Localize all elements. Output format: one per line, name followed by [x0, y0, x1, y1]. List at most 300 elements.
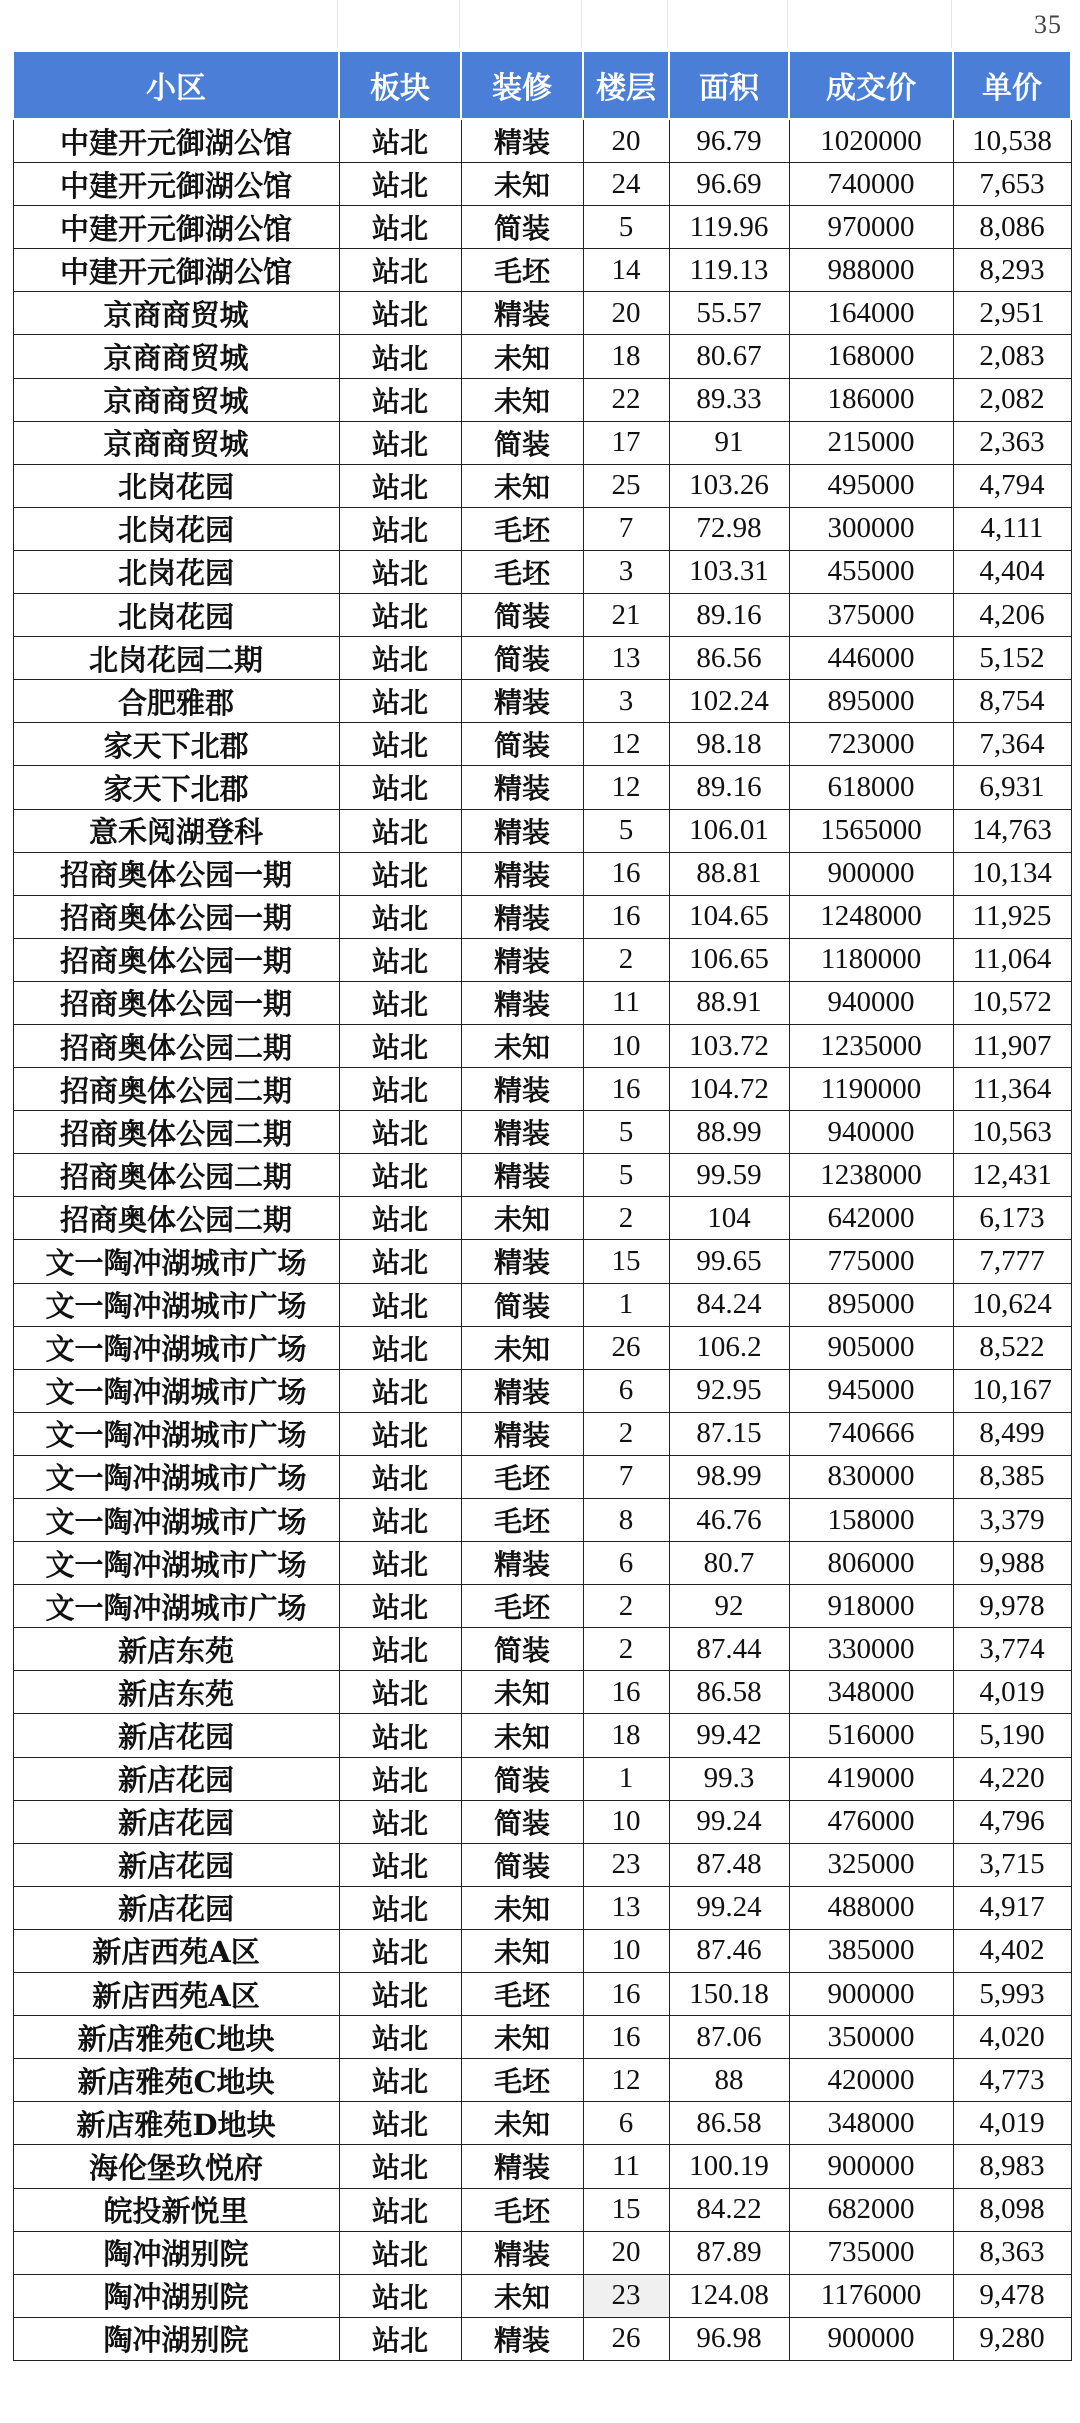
- cell-area: 103.72: [669, 1024, 789, 1067]
- cell-area: 86.56: [669, 637, 789, 680]
- cell-district: 站北: [339, 2102, 461, 2145]
- table-row: [13, 378, 1071, 421]
- cell-district: 站北: [339, 1886, 461, 1929]
- cell-floor: 13: [583, 1886, 669, 1929]
- cell-community: 北岗花园: [13, 464, 339, 507]
- cell-floor: 26: [583, 1326, 669, 1369]
- cell-floor: 20: [583, 2231, 669, 2274]
- cell-unit-price: 2,951: [953, 292, 1071, 335]
- cell-decoration: 未知: [461, 1886, 583, 1929]
- cell-area: 106.65: [669, 938, 789, 981]
- cell-area: 96.79: [669, 119, 789, 163]
- cell-community: 皖投新悦里: [13, 2188, 339, 2231]
- cell-unit-price: 4,206: [953, 594, 1071, 637]
- cell-unit-price: 4,404: [953, 550, 1071, 593]
- cell-decoration: 简装: [461, 1628, 583, 1671]
- cell-area: 98.99: [669, 1455, 789, 1498]
- cell-district: 站北: [339, 550, 461, 593]
- cell-district: 站北: [339, 1283, 461, 1326]
- cell-unit-price: 11,064: [953, 938, 1071, 981]
- cell-floor: 3: [583, 680, 669, 723]
- cell-floor: 17: [583, 421, 669, 464]
- cell-decoration: 简装: [461, 206, 583, 249]
- cell-area: 46.76: [669, 1499, 789, 1542]
- cell-area: 99.42: [669, 1714, 789, 1757]
- cell-district: 站北: [339, 2231, 461, 2274]
- cell-unit-price: 4,402: [953, 1929, 1071, 1972]
- cell-district: 站北: [339, 1455, 461, 1498]
- cell-community: 招商奥体公园一期: [13, 938, 339, 981]
- cell-floor: 2: [583, 938, 669, 981]
- cell-deal-price: 446000: [789, 637, 953, 680]
- cell-unit-price: 4,111: [953, 507, 1071, 550]
- cell-district: 站北: [339, 1369, 461, 1412]
- cell-unit-price: 12,431: [953, 1154, 1071, 1197]
- cell-deal-price: 419000: [789, 1757, 953, 1800]
- table-row: [13, 119, 1071, 163]
- cell-deal-price: 900000: [789, 852, 953, 895]
- cell-deal-price: 168000: [789, 335, 953, 378]
- cell-deal-price: 682000: [789, 2188, 953, 2231]
- cell-unit-price: 2,082: [953, 378, 1071, 421]
- cell-community: 新店西苑A区: [13, 1973, 339, 2016]
- cell-deal-price: 1238000: [789, 1154, 953, 1197]
- cell-community: 意禾阅湖登科: [13, 809, 339, 852]
- cell-district: 站北: [339, 1197, 461, 1240]
- table-row: [13, 1197, 1071, 1240]
- table-row: [13, 1240, 1071, 1283]
- cell-area: 99.24: [669, 1800, 789, 1843]
- cell-floor: 2: [583, 1412, 669, 1455]
- cell-district: 站北: [339, 1024, 461, 1067]
- cell-area: 80.7: [669, 1542, 789, 1585]
- cell-district: 站北: [339, 1973, 461, 2016]
- cell-decoration: 未知: [461, 1024, 583, 1067]
- cell-decoration: 简装: [461, 421, 583, 464]
- cell-community: 新店雅苑C地块: [13, 2059, 339, 2102]
- table-row: [13, 249, 1071, 292]
- cell-floor: 5: [583, 206, 669, 249]
- cell-unit-price: 11,907: [953, 1024, 1071, 1067]
- header-area: 面积: [669, 51, 789, 119]
- cell-area: 103.26: [669, 464, 789, 507]
- cell-community: 陶冲湖别院: [13, 2274, 339, 2317]
- cell-area: 103.31: [669, 550, 789, 593]
- cell-decoration: 精装: [461, 1111, 583, 1154]
- cell-decoration: 精装: [461, 1369, 583, 1412]
- cell-district: 站北: [339, 2145, 461, 2188]
- cell-community: 海伦堡玖悦府: [13, 2145, 339, 2188]
- table-row: [13, 2059, 1071, 2102]
- cell-decoration: 毛坯: [461, 507, 583, 550]
- cell-decoration: 简装: [461, 1757, 583, 1800]
- cell-community: 新店花园: [13, 1800, 339, 1843]
- cell-area: 92: [669, 1585, 789, 1628]
- cell-deal-price: 900000: [789, 1973, 953, 2016]
- cell-floor: 16: [583, 1671, 669, 1714]
- header-deal-price: 成交价: [789, 51, 953, 119]
- cell-decoration: 未知: [461, 335, 583, 378]
- cell-deal-price: 420000: [789, 2059, 953, 2102]
- header-decoration: 装修: [461, 51, 583, 119]
- transaction-table-container: [12, 50, 1070, 2361]
- cell-area: 100.19: [669, 2145, 789, 2188]
- cell-area: 87.89: [669, 2231, 789, 2274]
- cell-area: 87.15: [669, 1412, 789, 1455]
- table-row: [13, 1585, 1071, 1628]
- cell-floor: 10: [583, 1024, 669, 1067]
- cell-area: 92.95: [669, 1369, 789, 1412]
- cell-community: 文一陶冲湖城市广场: [13, 1412, 339, 1455]
- cell-deal-price: 1190000: [789, 1068, 953, 1111]
- cell-decoration: 精装: [461, 938, 583, 981]
- cell-unit-price: 8,363: [953, 2231, 1071, 2274]
- table-row: [13, 550, 1071, 593]
- cell-community: 招商奥体公园一期: [13, 852, 339, 895]
- cell-decoration: 毛坯: [461, 1455, 583, 1498]
- table-row: [13, 421, 1071, 464]
- cell-decoration: 毛坯: [461, 2059, 583, 2102]
- cell-deal-price: 1176000: [789, 2274, 953, 2317]
- cell-decoration: 精装: [461, 895, 583, 938]
- cell-deal-price: 1180000: [789, 938, 953, 981]
- cell-district: 站北: [339, 680, 461, 723]
- header-row: [13, 51, 1071, 119]
- cell-floor: 6: [583, 1542, 669, 1585]
- cell-floor: 25: [583, 464, 669, 507]
- cell-decoration: 未知: [461, 2016, 583, 2059]
- cell-deal-price: 905000: [789, 1326, 953, 1369]
- cell-unit-price: 6,931: [953, 766, 1071, 809]
- cell-area: 119.13: [669, 249, 789, 292]
- cell-community: 北岗花园: [13, 550, 339, 593]
- table-body: [13, 119, 1071, 2360]
- cell-deal-price: 348000: [789, 1671, 953, 1714]
- table-row: [13, 507, 1071, 550]
- cell-deal-price: 164000: [789, 292, 953, 335]
- cell-decoration: 精装: [461, 766, 583, 809]
- cell-community: 家天下北郡: [13, 723, 339, 766]
- cell-community: 招商奥体公园二期: [13, 1068, 339, 1111]
- cell-district: 站北: [339, 1757, 461, 1800]
- table-row: [13, 723, 1071, 766]
- cell-community: 招商奥体公园二期: [13, 1154, 339, 1197]
- cell-unit-price: 10,134: [953, 852, 1071, 895]
- cell-floor: 16: [583, 1973, 669, 2016]
- cell-deal-price: 215000: [789, 421, 953, 464]
- cell-area: 86.58: [669, 1671, 789, 1714]
- cell-unit-price: 4,020: [953, 2016, 1071, 2059]
- cell-district: 站北: [339, 1154, 461, 1197]
- cell-community: 家天下北郡: [13, 766, 339, 809]
- cell-area: 104.65: [669, 895, 789, 938]
- cell-floor: 1: [583, 1283, 669, 1326]
- cell-floor: 7: [583, 507, 669, 550]
- cell-area: 89.16: [669, 594, 789, 637]
- cell-deal-price: 940000: [789, 1111, 953, 1154]
- cell-unit-price: 9,978: [953, 1585, 1071, 1628]
- cell-unit-price: 5,152: [953, 637, 1071, 680]
- cell-decoration: 简装: [461, 1800, 583, 1843]
- cell-district: 站北: [339, 1240, 461, 1283]
- cell-district: 站北: [339, 637, 461, 680]
- cell-deal-price: 516000: [789, 1714, 953, 1757]
- cell-district: 站北: [339, 1714, 461, 1757]
- cell-community: 文一陶冲湖城市广场: [13, 1455, 339, 1498]
- cell-deal-price: 455000: [789, 550, 953, 593]
- table-row: [13, 2145, 1071, 2188]
- cell-unit-price: 4,794: [953, 464, 1071, 507]
- cell-community: 文一陶冲湖城市广场: [13, 1240, 339, 1283]
- cell-deal-price: 158000: [789, 1499, 953, 1542]
- cell-floor: 13: [583, 637, 669, 680]
- cell-unit-price: 9,478: [953, 2274, 1071, 2317]
- table-row: [13, 1886, 1071, 1929]
- cell-decoration: 毛坯: [461, 1973, 583, 2016]
- cell-district: 站北: [339, 2188, 461, 2231]
- table-row: [13, 335, 1071, 378]
- table-row: [13, 464, 1071, 507]
- cell-floor: 11: [583, 2145, 669, 2188]
- cell-deal-price: 642000: [789, 1197, 953, 1240]
- cell-area: 88: [669, 2059, 789, 2102]
- cell-district: 站北: [339, 1929, 461, 1972]
- cell-floor: 18: [583, 1714, 669, 1757]
- cell-deal-price: 618000: [789, 766, 953, 809]
- cell-community: 招商奥体公园二期: [13, 1197, 339, 1240]
- cell-floor: 15: [583, 2188, 669, 2231]
- cell-community: 招商奥体公园一期: [13, 981, 339, 1024]
- cell-district: 站北: [339, 1499, 461, 1542]
- cell-district: 站北: [339, 809, 461, 852]
- cell-decoration: 未知: [461, 1714, 583, 1757]
- cell-community: 招商奥体公园一期: [13, 895, 339, 938]
- cell-decoration: 未知: [461, 1929, 583, 1972]
- cell-floor: 15: [583, 1240, 669, 1283]
- table-row: [13, 1800, 1071, 1843]
- cell-district: 站北: [339, 938, 461, 981]
- cell-unit-price: 8,086: [953, 206, 1071, 249]
- cell-area: 87.06: [669, 2016, 789, 2059]
- cell-floor: 14: [583, 249, 669, 292]
- cell-district: 站北: [339, 2274, 461, 2317]
- cell-decoration: 毛坯: [461, 2188, 583, 2231]
- cell-deal-price: 375000: [789, 594, 953, 637]
- cell-area: 106.2: [669, 1326, 789, 1369]
- cell-unit-price: 5,190: [953, 1714, 1071, 1757]
- cell-district: 站北: [339, 119, 461, 163]
- cell-unit-price: 10,563: [953, 1111, 1071, 1154]
- cell-area: 150.18: [669, 1973, 789, 2016]
- cell-community: 文一陶冲湖城市广场: [13, 1283, 339, 1326]
- table-row: [13, 938, 1071, 981]
- cell-decoration: 未知: [461, 464, 583, 507]
- cell-decoration: 精装: [461, 1240, 583, 1283]
- cell-community: 陶冲湖别院: [13, 2231, 339, 2274]
- table-row: [13, 2188, 1071, 2231]
- cell-district: 站北: [339, 1111, 461, 1154]
- cell-district: 站北: [339, 378, 461, 421]
- cell-area: 87.44: [669, 1628, 789, 1671]
- cell-deal-price: 830000: [789, 1455, 953, 1498]
- cell-floor: 20: [583, 292, 669, 335]
- cell-floor: 21: [583, 594, 669, 637]
- cell-unit-price: 8,983: [953, 2145, 1071, 2188]
- cell-decoration: 精装: [461, 809, 583, 852]
- table-row: [13, 1326, 1071, 1369]
- table-row: [13, 1024, 1071, 1067]
- cell-community: 文一陶冲湖城市广场: [13, 1369, 339, 1412]
- cell-area: 88.99: [669, 1111, 789, 1154]
- table-row: [13, 1283, 1071, 1326]
- cell-district: 站北: [339, 1671, 461, 1714]
- cell-floor: 22: [583, 378, 669, 421]
- cell-unit-price: 9,988: [953, 1542, 1071, 1585]
- cell-community: 招商奥体公园二期: [13, 1024, 339, 1067]
- cell-deal-price: 806000: [789, 1542, 953, 1585]
- cell-deal-price: 900000: [789, 2145, 953, 2188]
- cell-unit-price: 3,379: [953, 1499, 1071, 1542]
- cell-community: 北岗花园: [13, 594, 339, 637]
- table-row: [13, 1369, 1071, 1412]
- cell-community: 新店花园: [13, 1843, 339, 1886]
- cell-decoration: 简装: [461, 594, 583, 637]
- cell-deal-price: 988000: [789, 249, 953, 292]
- cell-decoration: 未知: [461, 378, 583, 421]
- header-unit-price: 单价: [953, 51, 1071, 119]
- cell-deal-price: 918000: [789, 1585, 953, 1628]
- table-header: [13, 51, 1071, 119]
- cell-area: 84.22: [669, 2188, 789, 2231]
- cell-floor: 12: [583, 2059, 669, 2102]
- cell-decoration: 毛坯: [461, 550, 583, 593]
- cell-community: 中建开元御湖公馆: [13, 249, 339, 292]
- cell-district: 站北: [339, 852, 461, 895]
- cell-area: 104: [669, 1197, 789, 1240]
- cell-community: 北岗花园: [13, 507, 339, 550]
- cell-district: 站北: [339, 163, 461, 206]
- cell-floor: 10: [583, 1800, 669, 1843]
- table-row: [13, 766, 1071, 809]
- cell-district: 站北: [339, 292, 461, 335]
- table-row: [13, 637, 1071, 680]
- cell-deal-price: 940000: [789, 981, 953, 1024]
- table-row: [13, 292, 1071, 335]
- cell-floor: 12: [583, 766, 669, 809]
- cell-floor: 18: [583, 335, 669, 378]
- cell-community: 新店东苑: [13, 1628, 339, 1671]
- cell-floor: 7: [583, 1455, 669, 1498]
- cell-deal-price: 495000: [789, 464, 953, 507]
- cell-unit-price: 4,917: [953, 1886, 1071, 1929]
- table-row: [13, 163, 1071, 206]
- cell-decoration: 未知: [461, 1671, 583, 1714]
- cell-area: 89.16: [669, 766, 789, 809]
- cell-area: 89.33: [669, 378, 789, 421]
- cell-district: 站北: [339, 1585, 461, 1628]
- cell-decoration: 毛坯: [461, 1499, 583, 1542]
- table-row: [13, 1671, 1071, 1714]
- cell-deal-price: 348000: [789, 2102, 953, 2145]
- cell-district: 站北: [339, 464, 461, 507]
- cell-floor: 3: [583, 550, 669, 593]
- cell-area: 99.65: [669, 1240, 789, 1283]
- cell-decoration: 精装: [461, 2145, 583, 2188]
- cell-deal-price: 300000: [789, 507, 953, 550]
- cell-decoration: 精装: [461, 1154, 583, 1197]
- cell-area: 99.59: [669, 1154, 789, 1197]
- cell-community: 京商商贸城: [13, 421, 339, 464]
- cell-district: 站北: [339, 766, 461, 809]
- cell-deal-price: 350000: [789, 2016, 953, 2059]
- cell-district: 站北: [339, 206, 461, 249]
- cell-district: 站北: [339, 1843, 461, 1886]
- cell-area: 104.72: [669, 1068, 789, 1111]
- cell-unit-price: 10,624: [953, 1283, 1071, 1326]
- cell-district: 站北: [339, 507, 461, 550]
- cell-community: 北岗花园二期: [13, 637, 339, 680]
- cell-area: 91: [669, 421, 789, 464]
- cell-floor: 2: [583, 1197, 669, 1240]
- table-row: [13, 594, 1071, 637]
- cell-deal-price: 1565000: [789, 809, 953, 852]
- cell-deal-price: 895000: [789, 1283, 953, 1326]
- cell-district: 站北: [339, 421, 461, 464]
- table-row: [13, 1499, 1071, 1542]
- cell-deal-price: 945000: [789, 1369, 953, 1412]
- cell-district: 站北: [339, 1628, 461, 1671]
- cell-district: 站北: [339, 1800, 461, 1843]
- cell-decoration: 未知: [461, 2102, 583, 2145]
- cell-decoration: 精装: [461, 119, 583, 163]
- table-row: [13, 1628, 1071, 1671]
- cell-community: 京商商贸城: [13, 335, 339, 378]
- cell-deal-price: 186000: [789, 378, 953, 421]
- cell-deal-price: 476000: [789, 1800, 953, 1843]
- cell-decoration: 未知: [461, 163, 583, 206]
- cell-community: 新店花园: [13, 1886, 339, 1929]
- cell-unit-price: 7,653: [953, 163, 1071, 206]
- page-number: 35: [1034, 10, 1062, 39]
- cell-area: 119.96: [669, 206, 789, 249]
- cell-unit-price: 2,363: [953, 421, 1071, 464]
- table-row: [13, 981, 1071, 1024]
- cell-decoration: 精装: [461, 1068, 583, 1111]
- cell-community: 合肥雅郡: [13, 680, 339, 723]
- cell-community: 文一陶冲湖城市广场: [13, 1542, 339, 1585]
- cell-community: 新店雅苑D地块: [13, 2102, 339, 2145]
- cell-community: 中建开元御湖公馆: [13, 119, 339, 163]
- cell-unit-price: 10,538: [953, 119, 1071, 163]
- cell-district: 站北: [339, 2016, 461, 2059]
- cell-unit-price: 11,364: [953, 1068, 1071, 1111]
- cell-floor: 11: [583, 981, 669, 1024]
- cell-district: 站北: [339, 1068, 461, 1111]
- table-row: [13, 2274, 1071, 2317]
- table-row: [13, 1542, 1071, 1585]
- cell-deal-price: 740666: [789, 1412, 953, 1455]
- cell-unit-price: 10,572: [953, 981, 1071, 1024]
- cell-floor: 5: [583, 1111, 669, 1154]
- table-row: [13, 1412, 1071, 1455]
- cell-community: 中建开元御湖公馆: [13, 163, 339, 206]
- cell-district: 站北: [339, 2317, 461, 2360]
- cell-community: 中建开元御湖公馆: [13, 206, 339, 249]
- cell-floor: 12: [583, 723, 669, 766]
- cell-floor: 20: [583, 119, 669, 163]
- cell-deal-price: 895000: [789, 680, 953, 723]
- cell-deal-price: 900000: [789, 2317, 953, 2360]
